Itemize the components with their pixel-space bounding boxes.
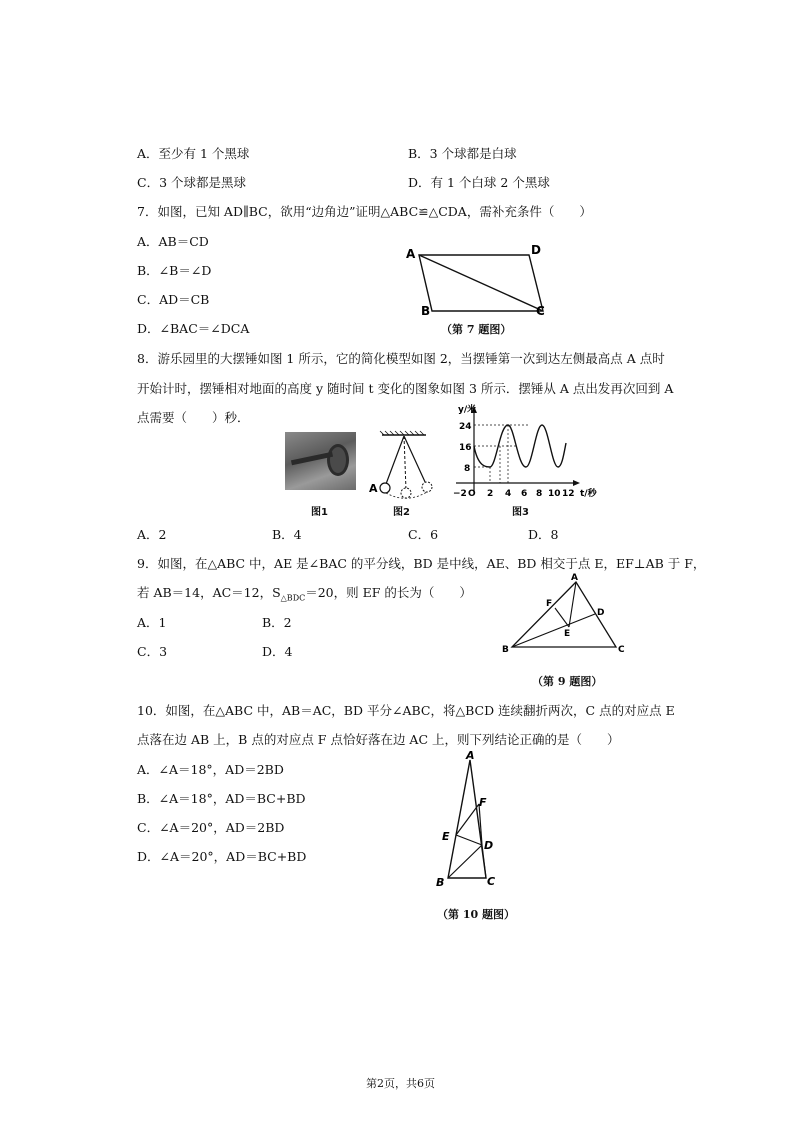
q10-caption: （第 10 题图）: [437, 908, 515, 921]
q8-option-a: A．2: [137, 527, 167, 542]
q10-label-b: B: [436, 876, 445, 889]
graph-ytick-8: 8: [464, 464, 471, 474]
q6-option-a: A．至少有 1 个黑球: [137, 146, 250, 161]
q7-caption: （第 7 题图）: [441, 323, 512, 336]
q7-stem: 7．如图，已知 AD∥BC，欲用“边角边”证明△ABC≌△CDA，需补充条件（ ）: [137, 204, 592, 219]
q10-option-a: A．∠A＝18°，AD＝2BD: [137, 762, 284, 777]
q7-option-b: B．∠B＝∠D: [137, 263, 212, 278]
q9-label-e: E: [564, 629, 571, 639]
pendulum-wheel-shape: [327, 444, 349, 476]
q7-parallelogram-figure: [400, 240, 560, 320]
q10-option-b: B．∠A＝18°，AD＝BC+BD: [137, 791, 306, 806]
q9-line2-pre: 若 AB＝14，AC＝12，S: [137, 585, 281, 600]
graph-xtick-6: 6: [521, 489, 528, 499]
graph-x-axis-label: t/秒: [580, 489, 597, 499]
graph-ytick-16: 16: [459, 443, 472, 453]
q8-fig2-label: 图2: [393, 507, 410, 518]
q10-line2: 点落在边 AB 上，B 点的对应点 F 点恰好落在边 AC 上，则下列结论正确的是（ ）: [137, 732, 620, 747]
q7-option-a: A．AB＝CD: [137, 234, 209, 249]
graph-xtick-neg2: −2: [453, 489, 467, 499]
q10-label-e: E: [442, 830, 450, 843]
graph-origin: O: [468, 489, 476, 499]
q8-fig2-label-a: A: [369, 482, 378, 495]
q9-line1: 9．如图，在△ABC 中，AE 是∠BAC 的平分线，BD 是中线，AE、BD 相交于点 E，EF⊥AB 于 F，: [137, 556, 706, 571]
q6-option-b: B．3 个球都是白球: [408, 146, 517, 161]
q8-option-c: C．6: [408, 527, 439, 542]
q9-option-a: A．1: [137, 615, 167, 630]
q7-option-c: C．AD＝CB: [137, 292, 210, 307]
q10-label-c: C: [487, 875, 496, 888]
q7-label-a: A: [406, 247, 416, 261]
graph-xtick-8: 8: [536, 489, 543, 499]
q8-fig1-photo: [285, 432, 356, 490]
graph-xtick-2: 2: [487, 489, 494, 499]
q8-fig1-label: 图1: [311, 507, 328, 518]
graph-ytick-24: 24: [459, 422, 472, 432]
q9-label-a: A: [571, 573, 578, 583]
q9-label-c: C: [618, 645, 625, 655]
q10-label-a: A: [466, 749, 475, 762]
q10-triangle-figure: [428, 748, 518, 893]
q10-label-f: F: [479, 796, 487, 809]
q9-caption: （第 9 题图）: [532, 675, 603, 688]
graph-y-axis-label: y/米: [458, 405, 477, 415]
q9-label-d: D: [597, 608, 605, 618]
q8-fig3-label: 图3: [512, 507, 529, 518]
q8-line1: 8．游乐园里的大摆锤如图 1 所示，它的简化模型如图 2，当摆锤第一次到达左侧最高点 A 点时: [137, 351, 665, 366]
q10-option-d: D．∠A＝20°，AD＝BC+BD: [137, 849, 307, 864]
q9-option-c: C．3: [137, 644, 168, 659]
q6-option-d: D．有 1 个白球 2 个黑球: [408, 175, 550, 190]
q9-label-f: F: [546, 599, 553, 609]
q9-option-d: D．4: [262, 644, 293, 659]
q6-option-c: C．3 个球都是黑球: [137, 175, 246, 190]
q7-label-c: C: [536, 304, 545, 318]
q7-option-d: D．∠BAC＝∠DCA: [137, 321, 250, 336]
q8-fig3-graph: [448, 403, 608, 503]
q9-line2: [137, 587, 472, 603]
q10-line1: 10．如图，在△ABC 中，AB＝AC，BD 平分∠ABC，将△BCD 连续翻折两次，C 点的对应点 E: [137, 703, 675, 718]
q9-label-b: B: [502, 645, 509, 655]
q9-line2-post: ＝20，则 EF 的长为（ ）: [305, 585, 472, 600]
q8-line2: 开始计时，摆锤相对地面的高度 y 随时间 t 变化的图象如图 3 所示．摆锤从 A 点出发再次回到 A: [137, 381, 674, 396]
graph-xtick-10: 10: [548, 489, 561, 499]
q9-line2-sub: △BDC: [280, 593, 306, 603]
q8-option-d: D．8: [528, 527, 559, 542]
q10-label-d: D: [484, 839, 494, 852]
q9-triangle-figure: [498, 570, 628, 660]
graph-xtick-4: 4: [505, 489, 512, 499]
page-footer: 第2页，共6页: [366, 1077, 435, 1090]
q7-label-b: B: [421, 304, 431, 318]
q7-label-d: D: [531, 243, 541, 257]
q8-option-b: B．4: [272, 527, 302, 542]
graph-xtick-12: 12: [562, 489, 575, 499]
q9-option-b: B．2: [262, 615, 292, 630]
q10-option-c: C．∠A＝20°，AD＝2BD: [137, 820, 285, 835]
q8-fig2-model: [366, 428, 446, 503]
q8-line3: 点需要（ ）秒．: [137, 410, 250, 425]
